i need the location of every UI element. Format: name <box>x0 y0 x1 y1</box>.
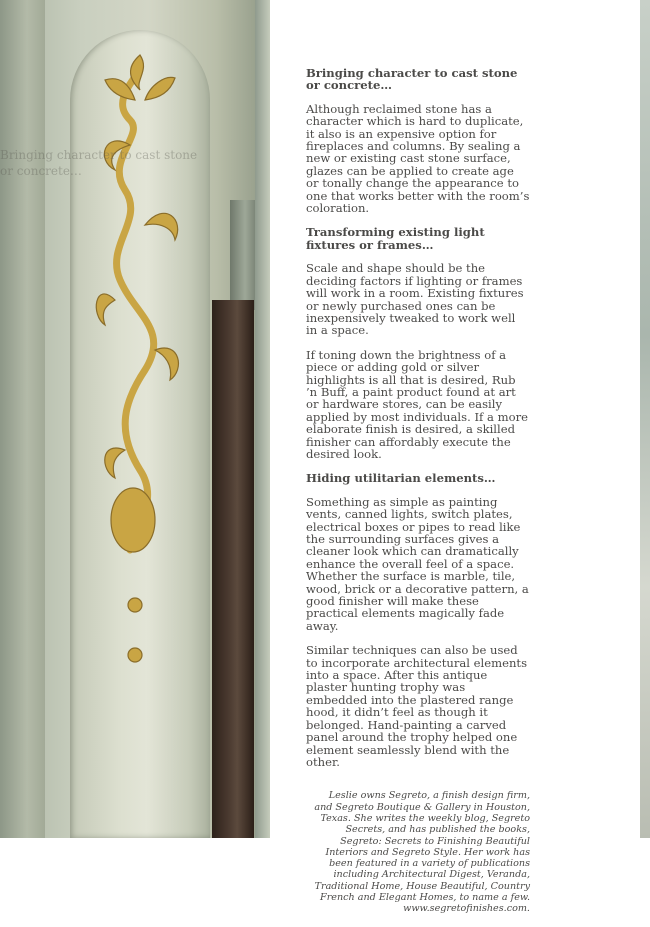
paragraph-rub-n-buff: If toning down the brightness of a piece or adding gold or silver highlights is all that is desired, Rub ’n Buff, a paint product found at art or hardware stores, can be easily applied by most individuals. If a more elaborate finish is desired, a skilled finisher can affordably execute the desired look. <box>306 347 528 461</box>
show-through-text: Bringing character to cast stone or concrete… <box>0 148 198 178</box>
paragraph-architectural-elements: Similar techniques can also be used to incorporate architectural elements into a space. After this antique plaster hunting trophy was embedded into the plastered range hood, it didn’t feel as though it belonged. Hand-painting a carved panel around the trophy helped one element seamlessly blend with the other. <box>306 643 528 769</box>
paragraph-cast-stone: Although reclaimed stone has a character which is hard to duplicate, it also is an expensive option for fireplaces and columns. By sealing a new or existing cast stone surface, glazes can be applied to create age or tonally change the appearance to one that works better with the room’s coloration. <box>306 101 530 216</box>
section-heading-cast-stone: Bringing character to cast stone or concrete… <box>306 66 518 93</box>
paragraph-scale-shape: Scale and shape should be the deciding factors if lighting or frames will work in a room. Existing fixtures or newly purchased ones can be inexpensively tweaked to work well in a space. <box>306 261 524 338</box>
cabinet-panel <box>0 0 45 838</box>
dark-rod <box>212 300 254 838</box>
author-bio: Leslie owns Segreto, a finish design firm, and Segreto Boutique & Gallery in Houston, Texas. She writes the weekly blog, Segreto Secrets, and has published the books, Segreto: Secrets to Finishing Beautiful Interiors and Segreto Style. Her work has been featured in a variety of publications including Architectural Digest, Veranda, Traditional Home, House Beautiful, Country French and Elegant Homes, to name a few. www.segretofinishes.com. <box>314 790 530 915</box>
right-photo-strip <box>640 0 650 838</box>
photo-edge <box>255 0 270 838</box>
gilded-acanthus-ornament <box>85 50 195 670</box>
section-heading-utilitarian: Hiding utilitarian elements… <box>306 471 496 486</box>
paragraph-painting-vents: Something as simple as painting vents, canned lights, switch plates, electrical boxes or pipes to read like the surrounding surfaces gives a cleaner look which can dramatically enhance the overall feel of a space. Whether the surface is marble, tile, wood, brick or a decorative pattern, a good finisher will make these practical elements magically fade away. <box>306 494 529 633</box>
decorative-photo <box>0 0 270 838</box>
section-heading-light-fixtures: Transforming existing light fixtures or frames… <box>306 225 485 252</box>
article-column <box>306 67 530 927</box>
